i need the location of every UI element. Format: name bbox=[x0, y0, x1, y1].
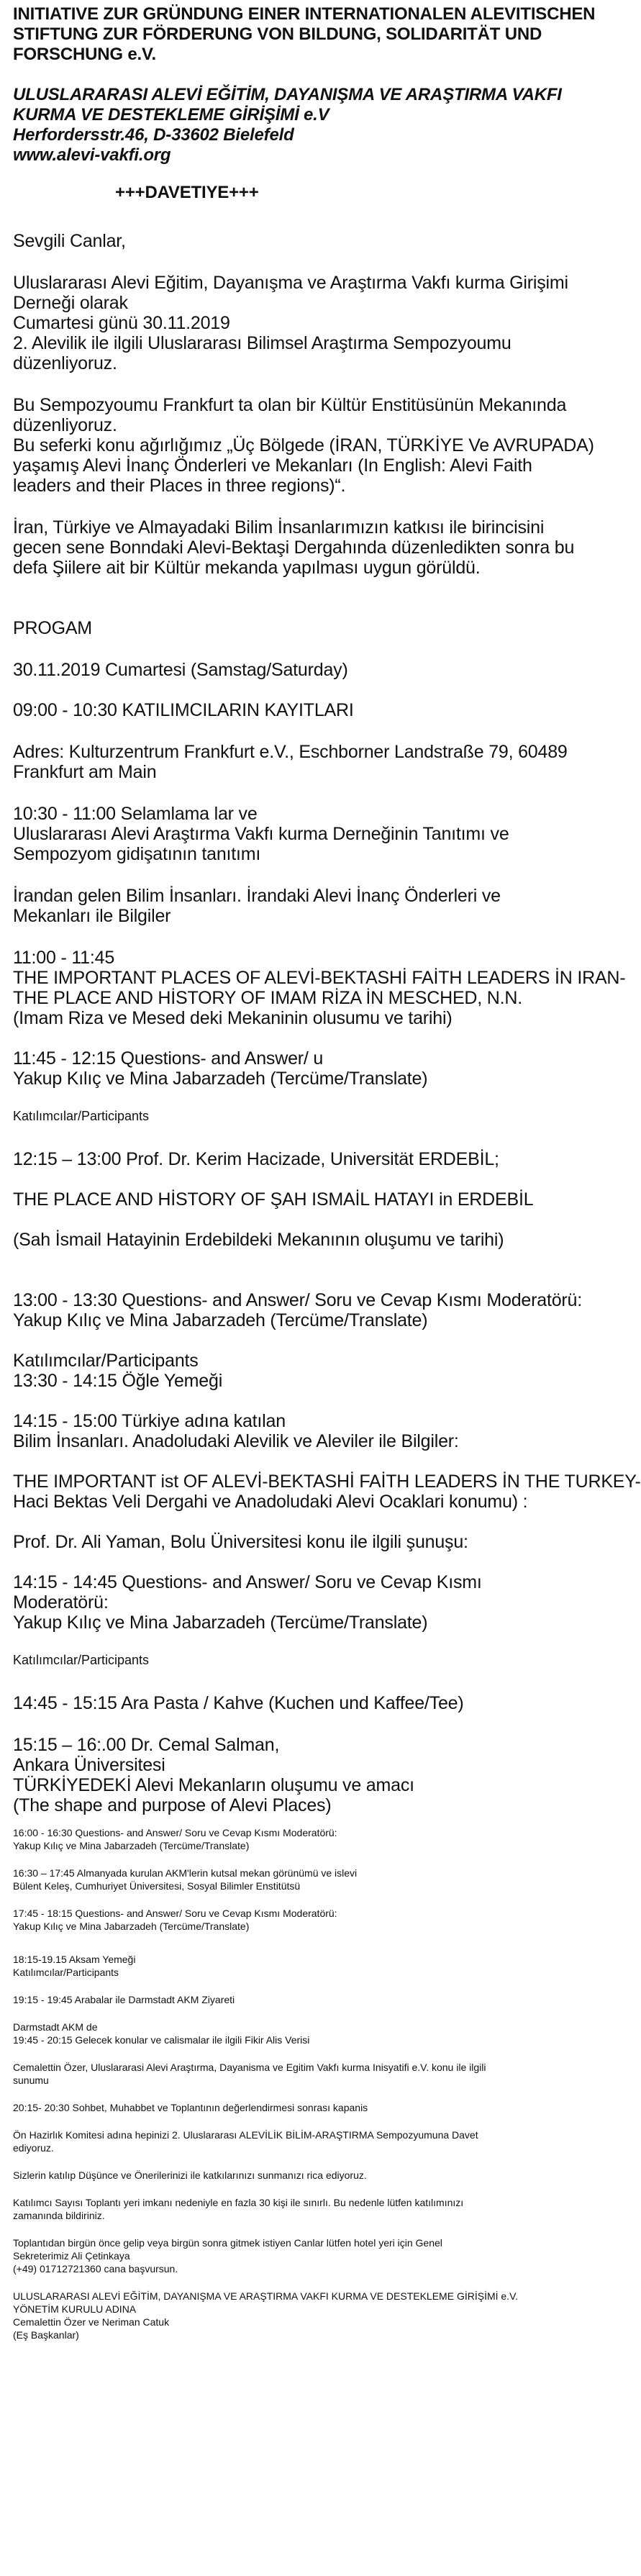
qa1-line2: Yakup Kılıç ve Mina Jabarzadeh (Tercüme/Translate) bbox=[13, 1069, 428, 1089]
header-line-3: FORSCHUNG e.V. bbox=[13, 45, 157, 64]
akm-line3: Cemalettin Özer, Uluslararasi Alevi Araştırma, Dayanisma ve Egitim Vakfı kurma Inisyatifi e.V. konu ile ilgili bbox=[13, 2062, 486, 2073]
qa3-line3: Yakup Kılıç ve Mina Jabarzadeh (Tercüme/Translate) bbox=[13, 1613, 428, 1633]
session2-line2: THE PLACE AND HİSTORY OF ŞAH ISMAİL HATAYI in ERDEBİL bbox=[13, 1189, 534, 1210]
session3-line2: Bilim İnsanları. Anadoludaki Alevilik ve Aleviler ile Bilgiler: bbox=[13, 1431, 459, 1451]
registration-time: 09:00 - 10:30 KATILIMCILARIN KAYITLARI bbox=[13, 700, 354, 720]
footer-line4: (Eş Başkanlar) bbox=[13, 2329, 79, 2341]
intro-p2-line4: yaşamış Alevi İnanç Önderleri ve Mekanları (In English: Alevi Faith bbox=[13, 455, 532, 476]
hotel-line2: Sekreterimiz Ali Çetinkaya bbox=[13, 2250, 130, 2262]
session5-line1: 16:30 – 17:45 Almanyada kurulan AKM'lerin kutsal mekan görünümü ve islevi bbox=[13, 1867, 358, 1879]
session3-line3: THE IMPORTANT ist OF ALEVİ-BEKTASHİ FAİTH LEADERS İN THE TURKEY- bbox=[13, 1471, 641, 1492]
header-line-5: KURMA VE DESTEKLEME GİRİŞİMİ e.V bbox=[13, 105, 329, 124]
limit-line2: zamanında bildiriniz. bbox=[13, 2210, 105, 2221]
session4-line3: TÜRKİYEDEKİ Alevi Mekanların oluşumu ve amacı bbox=[13, 1775, 414, 1795]
header-line-1: INITIATIVE ZUR GRÜNDUNG EINER INTERNATIONALEN ALEVITISCHEN bbox=[13, 4, 596, 24]
qa3-line2: Moderatörü: bbox=[13, 1592, 109, 1613]
session3-line4: Haci Bektas Veli Dergahi ve Anadoludaki Alevi Ocaklari konumu) : bbox=[13, 1492, 528, 1512]
footer-line3: Cemalettin Özer ve Neriman Catuk bbox=[13, 2316, 170, 2328]
qa5-line1: 17:45 - 18:15 Questions- and Answer/ Soru ve Cevap Kısmı Moderatörü: bbox=[13, 1908, 337, 1919]
qa3-line1: 14:15 - 14:45 Questions- and Answer/ Soru ve Cevap Kısmı bbox=[13, 1572, 482, 1592]
participants-3: Katılımcılar/Participants bbox=[13, 1653, 150, 1667]
closing: 20:15- 20:30 Sohbet, Muhabbet ve Toplantının değerlendirmesi sonrası kapanis bbox=[13, 2102, 368, 2113]
qa2-line2: Yakup Kılıç ve Mina Jabarzadeh (Tercüme/Translate) bbox=[13, 1310, 428, 1330]
iran-line2: Mekanları ile Bilgiler bbox=[13, 906, 171, 926]
iran-line1: İrandan gelen Bilim İnsanları. İrandaki Alevi İnanç Önderleri ve bbox=[13, 886, 501, 906]
header-line-4: ULUSLARARASI ALEVİ EĞİTİM, DAYANIŞMA VE ARAŞTIRMA VAKFI bbox=[13, 85, 562, 104]
qa4-line1: 16:00 - 16:30 Questions- and Answer/ Soru ve Cevap Kısmı Moderatörü: bbox=[13, 1827, 337, 1838]
intro-p2-line2: düzenliyoruz. bbox=[13, 415, 117, 435]
footer-line1: ULUSLARARASI ALEVİ EĞİTİM, DAYANIŞMA VE ARAŞTIRMA VAKFI KURMA VE DESTEKLEME GİRİŞİMİ e.V. bbox=[13, 2290, 519, 2302]
hotel-line3: (+49) 01712721360 cana başvursun. bbox=[13, 2263, 178, 2275]
participants-4: Katılımcılar/Participants bbox=[13, 1967, 119, 1978]
intro-p2-line1: Bu Sempozyoumu Frankfurt ta olan bir Kültür Enstitüsünün Mekanında bbox=[13, 395, 567, 415]
intro-p1-line3: Cumartesi günü 30.11.2019 bbox=[13, 313, 230, 333]
program-heading: PROGAM bbox=[13, 618, 92, 638]
akm-line1: Darmstadt AKM de bbox=[13, 2021, 98, 2033]
session2-line1: 12:15 – 13:00 Prof. Dr. Kerim Hacizade, Universität ERDEBİL; bbox=[13, 1149, 499, 1169]
session5-line2: Bülent Keleş, Cumhuriyet Üniversitesi, Sosyal Bilimler Enstitütsü bbox=[13, 1880, 301, 1892]
address-line1: Adres: Kulturzentrum Frankfurt e.V., Eschborner Landstraße 79, 60489 bbox=[13, 742, 568, 762]
qa1-line1: 11:45 - 12:15 Questions- and Answer/ u bbox=[13, 1048, 324, 1069]
qa2-line1: 13:00 - 13:30 Questions- and Answer/ Soru ve Cevap Kısmı Moderatörü: bbox=[13, 1290, 582, 1310]
session3-line1: 14:15 - 15:00 Türkiye adına katılan bbox=[13, 1411, 286, 1431]
footer-line2: YÖNETİM KURULU ADINA bbox=[13, 2303, 137, 2315]
intro-p1-line4: 2. Alevilik ile ilgili Uluslararası Bilimsel Araştırma Sempozyoumu bbox=[13, 333, 512, 353]
greeting: Sevgili Canlar, bbox=[13, 231, 126, 251]
next-line1: Ön Hazirlık Komitesi adına hepinizi 2. Uluslararası ALEVİLİK BİLİM-ARAŞTIRMA Sempozyumuna Davet bbox=[13, 2129, 478, 2141]
session4-line2: Ankara Üniversitesi bbox=[13, 1755, 165, 1775]
hotel-line1: Toplantıdan birgün önce gelip veya birgün sonra gitmek istiyen Canlar lütfen hotel yeri için Genel bbox=[13, 2237, 442, 2249]
header-line-7: www.alevi-vakfi.org bbox=[13, 145, 171, 165]
intro-p2-line3: Bu seferki konu ağırlığımız „Üç Bölgede (İRAN, TÜRKİYE Ve AVRUPADA) bbox=[13, 435, 594, 455]
participants-1: Katılımcılar/Participants bbox=[13, 1109, 150, 1123]
session2-line3: (Sah İsmail Hatayinin Erdebildeki Mekanının oluşumu ve tarihi) bbox=[13, 1230, 504, 1250]
darmstadt-visit: 19:15 - 19:45 Arabalar ile Darmstadt AKM Ziyareti bbox=[13, 1994, 235, 2005]
ideas: Sizlerin katılıp Düşünce ve Önerilerinizi ile katkılarınızı sunmanızı rica ediyoruz. bbox=[13, 2169, 367, 2181]
session4-line1: 15:15 – 16:.00 Dr. Cemal Salman, bbox=[13, 1735, 280, 1755]
intro-p3-line3: defa Şiilere ait bir Kültür mekanda yapılması uygun görüldü. bbox=[13, 558, 481, 578]
limit-line1: Katılımcı Sayısı Toplantı yeri imkanı nedeniyle en fazla 30 kişi ile sınırlı. Bu nedenle lütfen katılımınızı bbox=[13, 2197, 464, 2208]
welcome-line3: Sempozyom gidişatının tanıtımı bbox=[13, 844, 261, 864]
lunch: 13:30 - 14:15 Öğle Yemeği bbox=[13, 1371, 223, 1391]
session1-title2: THE PLACE AND HİSTORY OF IMAM RİZA İN MESCHED, N.N. bbox=[13, 988, 522, 1008]
intro-p1-line1: Uluslararası Alevi Eğitim, Dayanışma ve Araştırma Vakfı kurma Girişimi bbox=[13, 273, 568, 293]
session1-subtitle: (Imam Riza ve Mesed deki Mekaninin olusumu ve tarihi) bbox=[13, 1008, 453, 1028]
intro-p1-line2: Derneği olarak bbox=[13, 293, 128, 313]
intro-p2-line5: leaders and their Places in three regions)“. bbox=[13, 476, 346, 496]
header-line-6: Herfordersstr.46, D-33602 Bielefeld bbox=[13, 125, 294, 145]
participants-2: Katılımcılar/Participants bbox=[13, 1351, 199, 1371]
intro-p1-line5: düzenliyoruz. bbox=[13, 353, 117, 373]
dinner: 18:15-19.15 Aksam Yemeği bbox=[13, 1954, 136, 1965]
welcome-line1: 10:30 - 11:00 Selamlama lar ve bbox=[13, 804, 258, 824]
program-date: 30.11.2019 Cumartesi (Samstag/Saturday) bbox=[13, 660, 348, 680]
header-line-2: STIFTUNG ZUR FÖRDERUNG VON BILDUNG, SOLIDARITÄT UND bbox=[13, 24, 542, 44]
intro-p3-line2: gecen sene Bonndaki Alevi-Bektaşi Dergahında düzenledikten sonra bu bbox=[13, 538, 575, 558]
intro-p3-line1: İran, Türkiye ve Almayadaki Bilim İnsanlarımızın katkısı ile birincisini bbox=[13, 517, 545, 538]
qa5-line2: Yakup Kılıç ve Mina Jabarzadeh (Tercüme/Translate) bbox=[13, 1920, 250, 1932]
qa4-line2: Yakup Kılıç ve Mina Jabarzadeh (Tercüme/Translate) bbox=[13, 1840, 250, 1851]
akm-line2: 19:45 - 20:15 Gelecek konular ve calismalar ile ilgili Fikir Alis Verisi bbox=[13, 2034, 310, 2046]
next-line2: ediyoruz. bbox=[13, 2142, 54, 2154]
invitation-heading: +++DAVETIYE+++ bbox=[115, 183, 259, 202]
session3-line5: Prof. Dr. Ali Yaman, Bolu Üniversitesi konu ile ilgili şunuşu: bbox=[13, 1532, 468, 1552]
session1-time: 11:00 - 11:45 bbox=[13, 948, 115, 968]
address-line2: Frankfurt am Main bbox=[13, 762, 157, 782]
welcome-line2: Uluslararası Alevi Araştırma Vakfı kurma Derneğinin Tanıtımı ve bbox=[13, 824, 509, 844]
session1-title1: THE IMPORTANT PLACES OF ALEVİ-BEKTASHİ FAİTH LEADERS İN IRAN- bbox=[13, 968, 626, 988]
session4-line4: (The shape and purpose of Alevi Places) bbox=[13, 1795, 332, 1815]
coffee-break: 14:45 - 15:15 Ara Pasta / Kahve (Kuchen und Kaffee/Tee) bbox=[13, 1693, 464, 1713]
akm-line4: sunumu bbox=[13, 2074, 49, 2086]
